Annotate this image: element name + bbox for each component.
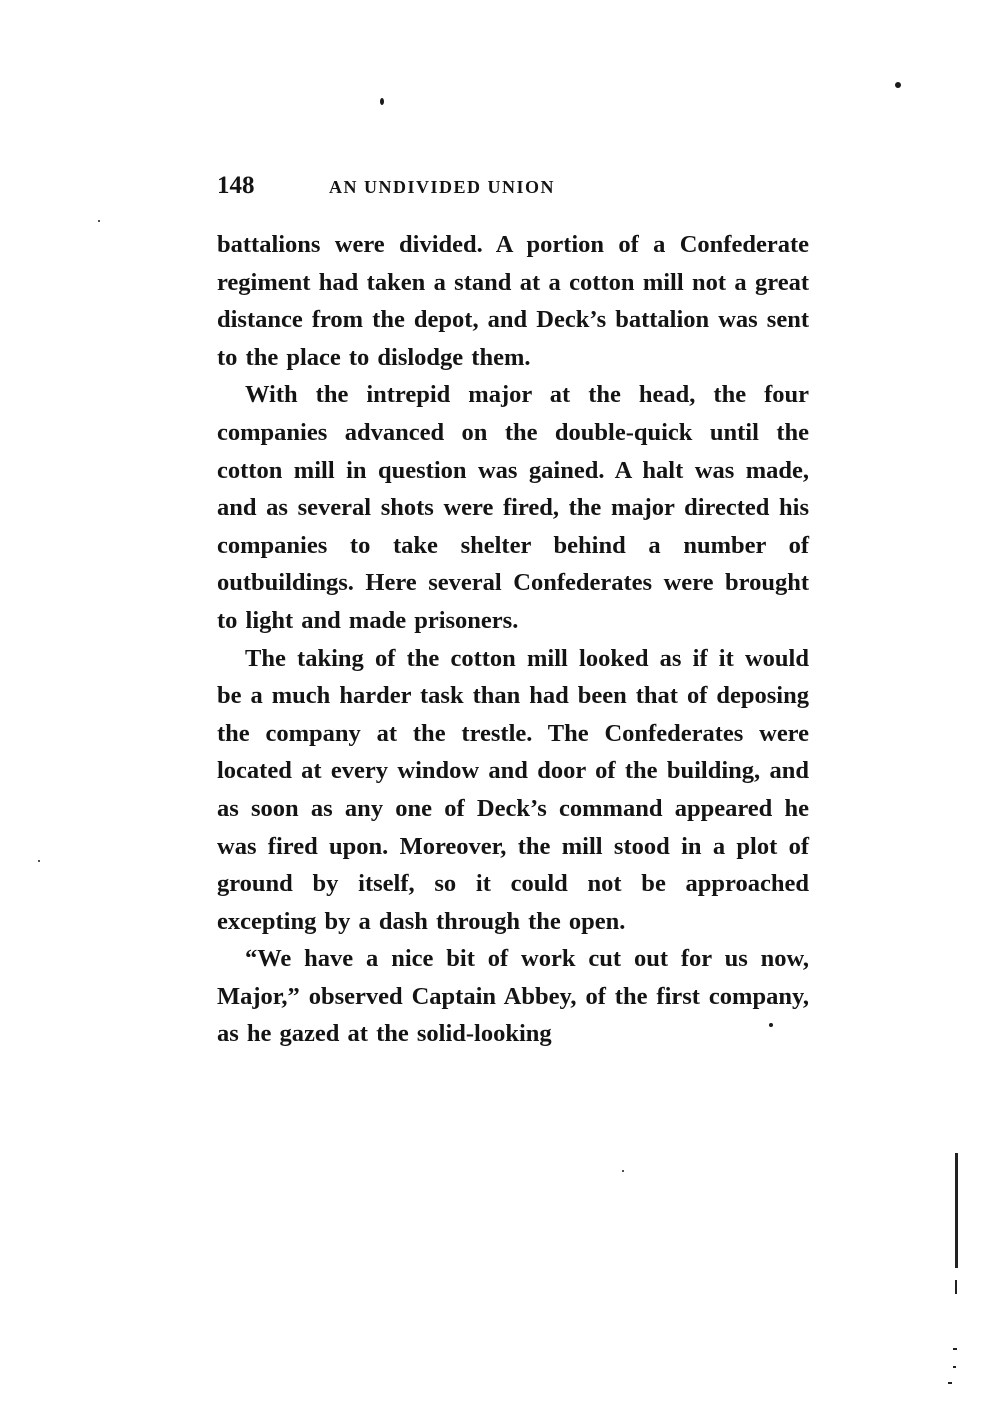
paragraph-2: With the intrepid major at the head, the four companies advanced on the double-quick until the cotton mill in question was gained. A halt was made, and as several shots were fired, the major directed his companies to take shelter behind a number of outbuildings. Here several Confederates were brought to light and made prisoners.	[217, 381, 809, 634]
scan-speck	[380, 98, 384, 105]
scan-edge-mark	[948, 1382, 952, 1384]
scan-speck	[98, 220, 100, 222]
scan-speck	[769, 1023, 773, 1027]
scan-speck	[895, 82, 901, 88]
scan-edge-mark	[953, 1366, 956, 1368]
paragraph-1: battalions were divided. A portion of a Confederate regiment had taken a stand at a cotton mill not a great distance from the depot, and Deck’s battalion was sent to the place to dislodge them.	[217, 231, 809, 371]
page-number: 148	[217, 172, 255, 199]
scan-speck	[38, 860, 40, 862]
paragraph-3: The taking of the cotton mill looked as if it would be a much harder task than had been that of deposing the company at the trestle. The Confederates were located at every window and door of the building, and as soon as any one of Deck’s command appeared he was fired upon. Moreover, the mill stood in a plot of ground by itself, so it could not be approached excepting by a dash through the open.	[217, 644, 809, 935]
paragraph-4: “We have a nice bit of work cut out for us now, Major,” observed Captain Abbey, of the first company, as he gazed at the solid-looking	[217, 945, 809, 1048]
page-header	[217, 172, 809, 204]
scan-edge-mark	[955, 1153, 958, 1268]
running-head: AN UNDIVIDED UNION	[329, 177, 556, 197]
scan-edge-mark	[953, 1348, 957, 1350]
body-text	[217, 226, 809, 1053]
scan-edge-mark	[955, 1280, 957, 1294]
scan-speck	[622, 1170, 624, 1172]
